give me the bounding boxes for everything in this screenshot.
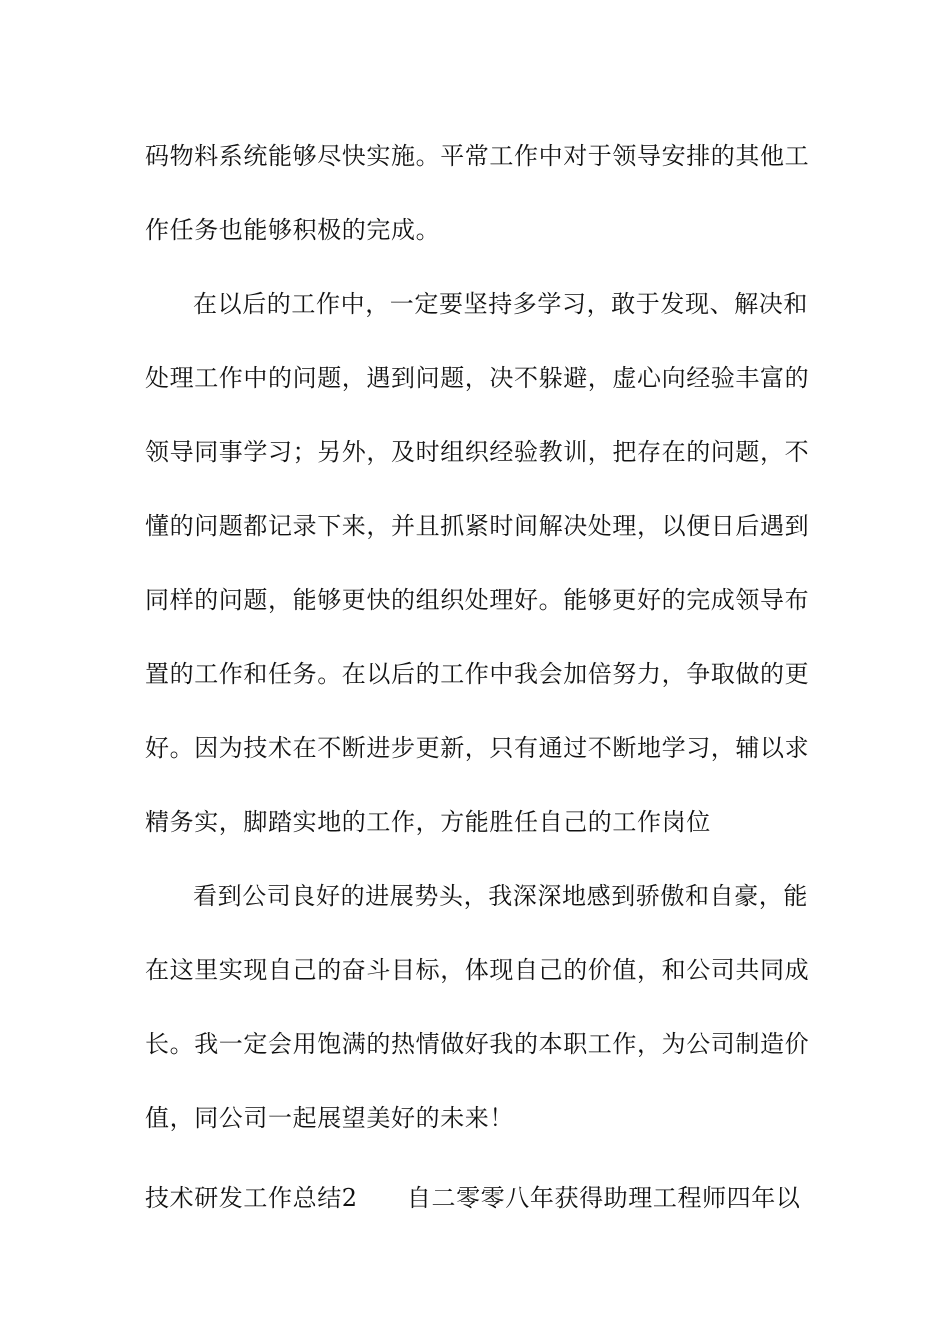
text-line: 值，同公司一起展望美好的未来！ xyxy=(145,1104,514,1132)
text-line: 领导同事学习；另外，及时组织经验教训，把存在的问题，不 xyxy=(145,438,810,466)
section-heading-line: 技术研发工作总结2 自二零零八年获得助理工程师四年以 xyxy=(145,1184,801,1212)
text-line: 长。我一定会用饱满的热情做好我的本职工作，为公司制造价 xyxy=(145,1030,810,1058)
text-line: 懂的问题都记录下来，并且抓紧时间解决处理，以便日后遇到 xyxy=(145,512,810,540)
text-line: 在这里实现自己的奋斗目标，体现自己的价值，和公司共同成 xyxy=(145,956,810,984)
paragraph-first-line: 在以后的工作中，一定要坚持多学习，敢于发现、解决和 xyxy=(193,290,808,318)
text-line: 置的工作和任务。在以后的工作中我会加倍努力，争取做的更 xyxy=(145,660,810,688)
text-line: 码物料系统能够尽快实施。平常工作中对于领导安排的其他工 xyxy=(145,142,810,170)
text-line: 同样的问题，能够更快的组织处理好。能够更好的完成领导布 xyxy=(145,586,810,614)
text-line: 作任务也能够积极的完成。 xyxy=(145,216,441,244)
text-line: 处理工作中的问题，遇到问题，决不躲避，虚心向经验丰富的 xyxy=(145,364,810,392)
text-line: 精务实，脚踏实地的工作，方能胜任自己的工作岗位 xyxy=(145,808,711,836)
paragraph-first-line: 看到公司良好的进展势头，我深深地感到骄傲和自豪，能 xyxy=(193,882,808,910)
text-line: 好。因为技术在不断进步更新，只有通过不断地学习，辅以求 xyxy=(145,734,810,762)
